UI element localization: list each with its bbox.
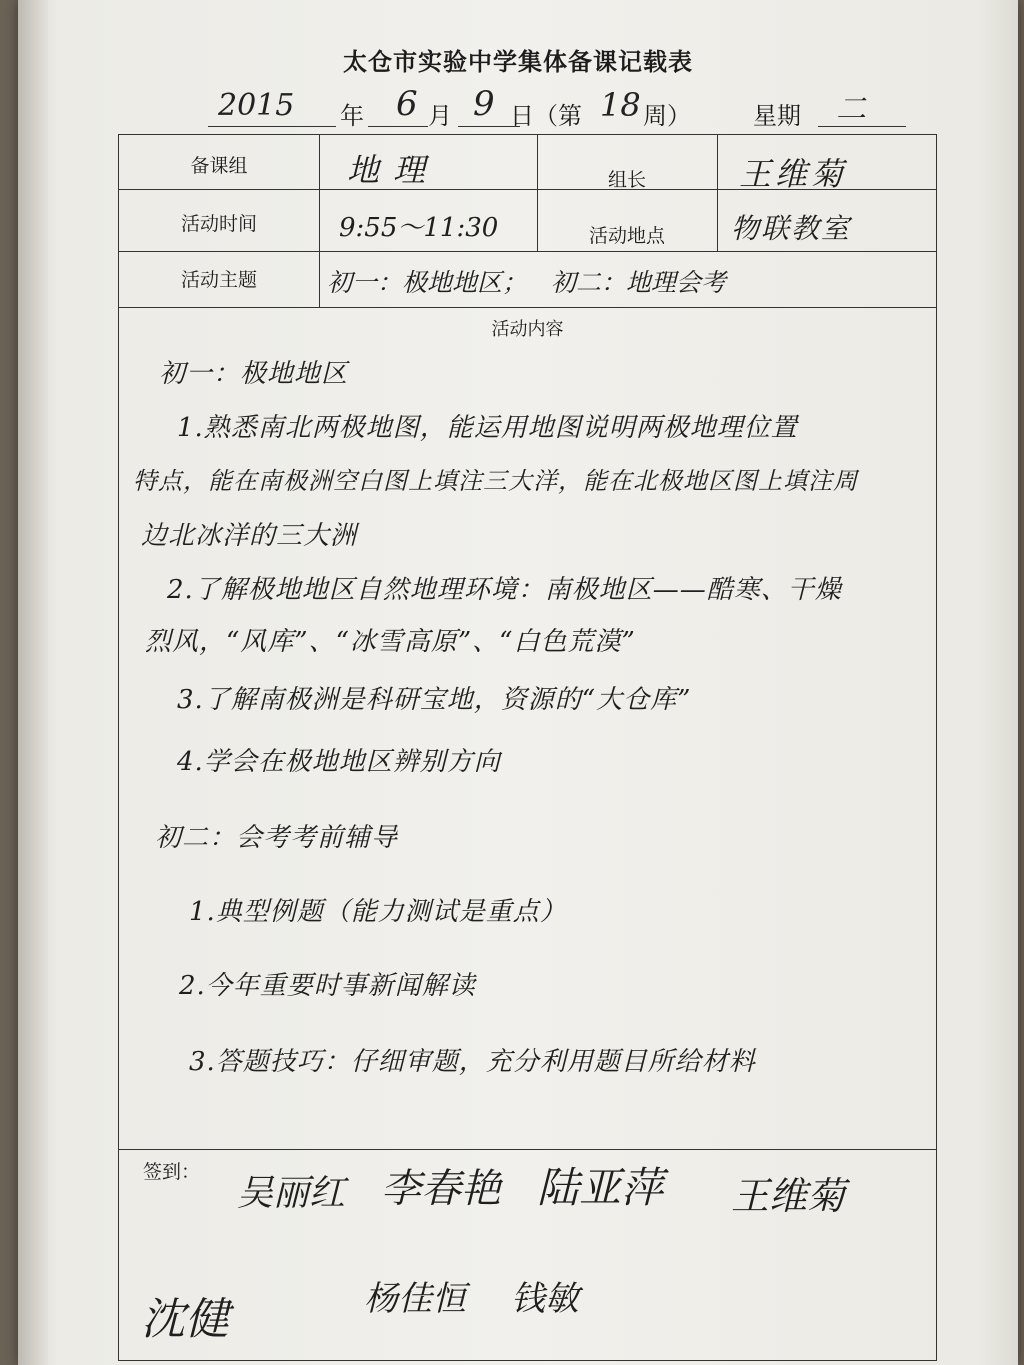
month-value: 6 bbox=[396, 84, 418, 124]
col-line-1 bbox=[319, 135, 320, 307]
leader-label: 组长 bbox=[607, 169, 646, 191]
content-line-6: 烈风，“风库”、“冰雪高原”、“白色荒漠” bbox=[145, 627, 636, 657]
day-value: 9 bbox=[473, 84, 495, 124]
content-line-11: 2.今年重要时事新闻解读 bbox=[179, 971, 476, 1001]
time-value: 9:55～11:30 bbox=[339, 213, 499, 243]
content-line-7: 3.了解南极洲是科研宝地，资源的“大仓库” bbox=[177, 685, 692, 715]
row-line-2 bbox=[119, 251, 936, 252]
content-line-3: 特点，能在南极洲空白图上填注三大洋，能在北极地区图上填注周 bbox=[133, 467, 858, 495]
place-value: 物联教室 bbox=[731, 212, 852, 245]
content-line-9: 初二：会考考前辅导 bbox=[155, 823, 399, 853]
sign-label: 签到： bbox=[143, 1161, 201, 1183]
group-label: 备课组 bbox=[190, 155, 248, 177]
content-line-5: 2.了解极地地区自然地理环境：南极地区——酷寒、干燥 bbox=[167, 575, 842, 605]
group-value: 地理 bbox=[347, 151, 440, 189]
topic-value: 初一：极地地区； 初二：地理会考 bbox=[327, 268, 726, 297]
leader-value: 王维菊 bbox=[739, 155, 848, 193]
signature-3: 陆亚萍 bbox=[537, 1163, 664, 1212]
day-label: 日（第 bbox=[510, 102, 582, 130]
content-line-2: 1.熟悉南北两极地图，能运用地图说明两极地理位置 bbox=[177, 413, 798, 443]
content-line-12: 3.答题技巧：仔细审题，充分利用题目所给材料 bbox=[189, 1047, 756, 1077]
signature-6: 杨佳恒 bbox=[364, 1279, 466, 1319]
content-line-4: 边北冰洋的三大洲 bbox=[141, 521, 358, 551]
form-sheet bbox=[18, 0, 1018, 1365]
weekday-underline bbox=[818, 126, 906, 127]
week-value: 18 bbox=[600, 86, 641, 124]
form-title: 太仓市实验中学集体备课记载表 bbox=[343, 48, 693, 76]
weekday-value: 二 bbox=[836, 92, 866, 127]
signature-2: 李春艳 bbox=[381, 1166, 501, 1212]
binding-edge bbox=[18, 0, 48, 1365]
date-line bbox=[18, 84, 1018, 136]
signature-1: 吴丽红 bbox=[237, 1173, 346, 1214]
week-label: 周） bbox=[643, 102, 691, 130]
place-label: 活动地点 bbox=[588, 225, 665, 247]
lesson-prep-form bbox=[118, 134, 937, 1361]
row-line-4 bbox=[119, 1149, 936, 1150]
content-line-1: 初一：极地地区 bbox=[159, 359, 349, 389]
content-line-8: 4.学会在极地地区辨别方向 bbox=[177, 747, 501, 777]
row-line-3 bbox=[119, 307, 936, 308]
month-label: 月 bbox=[428, 102, 452, 130]
month-underline bbox=[368, 126, 428, 127]
year-underline bbox=[208, 126, 336, 127]
year-value: 2015 bbox=[218, 88, 295, 123]
content-label: 活动内容 bbox=[491, 319, 564, 340]
col-line-3 bbox=[717, 135, 718, 251]
content-line-10: 1.典型例题（能力测试是重点） bbox=[189, 897, 567, 927]
topic-label: 活动主题 bbox=[180, 269, 257, 291]
signature-7: 钱敏 bbox=[511, 1279, 579, 1319]
weekday-label: 星期 bbox=[753, 102, 801, 130]
signature-4: 王维菊 bbox=[731, 1174, 846, 1218]
signature-5: 沈健 bbox=[141, 1294, 229, 1345]
year-label: 年 bbox=[340, 102, 364, 130]
time-label: 活动时间 bbox=[180, 213, 257, 235]
